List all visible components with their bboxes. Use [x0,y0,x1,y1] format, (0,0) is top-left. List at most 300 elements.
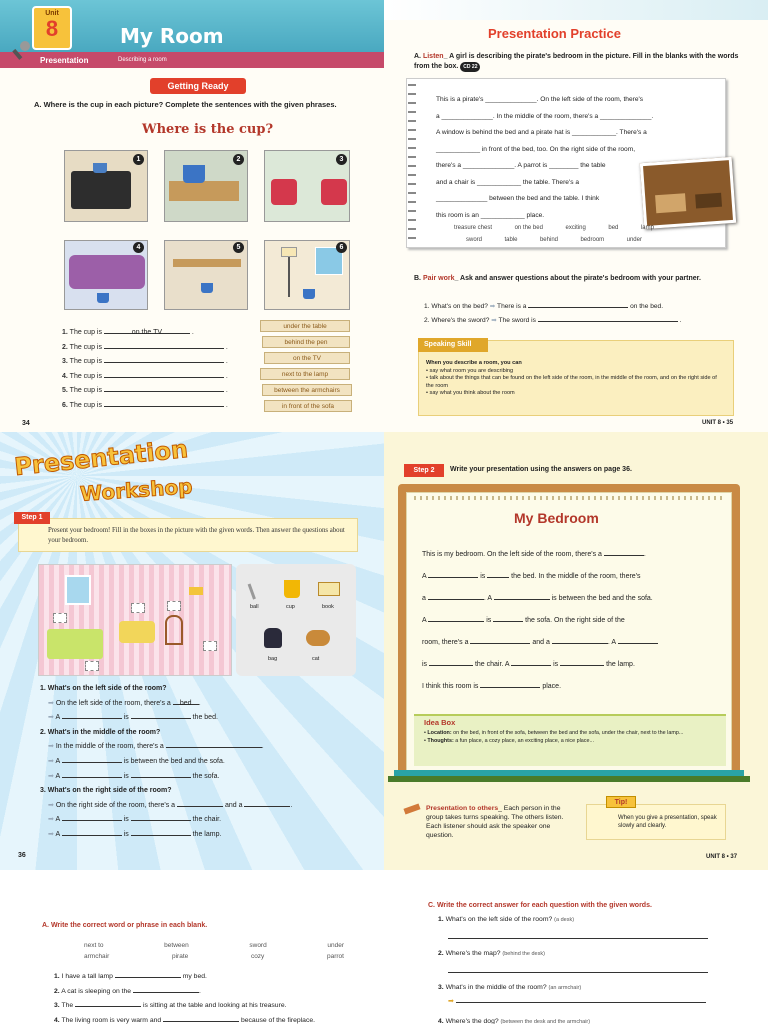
room-bed [655,193,686,213]
answer-blank[interactable] [244,799,290,807]
answer-mid: is [123,772,129,780]
item-text: The [61,1002,74,1009]
line-text: . A [607,639,616,646]
item-text: is sitting at the table and looking at his treasure. [142,1002,287,1009]
board-stand [388,776,750,782]
item-label: ball [250,604,259,610]
sentence-num: 3. [62,358,68,366]
review-item [54,985,384,1000]
idea-text: a fun place, a cozy place, an exciting place, a nice place... [455,737,594,744]
answer-blank[interactable] [177,799,223,807]
section-c-items [438,916,748,1024]
getting-ready-heading: Getting Ready [150,78,246,94]
answer-row [40,828,370,843]
answer-row [448,995,748,1005]
item-num: 1. [54,973,60,980]
word-option: lamp [640,225,654,231]
line-text: is [553,661,559,668]
armchair-left [271,179,297,205]
lamp-shape [281,247,297,257]
fill-box[interactable] [53,613,67,623]
speaking-skill-text [426,360,726,398]
pirate-room-photo [640,157,736,229]
answer-blank[interactable] [62,755,122,763]
answer-blank[interactable] [62,711,122,719]
text-line: This is a pirate's ______________. On the left side of the room, there's [436,96,644,103]
step-label: Step 2 [404,464,444,477]
listen-label: Listen [422,53,444,60]
answer-blank[interactable] [75,999,141,1007]
answer-blank[interactable] [604,548,644,556]
arrow-icon: ➡ [48,757,54,765]
answer-row [40,711,370,726]
word-box [454,222,654,246]
page-title: My Room [120,24,224,48]
answer-blank[interactable] [618,636,658,644]
arrow-icon: ➡ [48,816,54,824]
tip-text: When you give a presentation, speak slowly and clearly. [618,815,717,829]
item-label: cat [312,656,320,662]
review-question [438,984,748,1018]
word-option: parrot [327,953,344,960]
question: 1. What's on the bed? [424,303,488,310]
answer-end: the chair. [192,816,222,824]
arrow-icon: ➡ [48,772,54,780]
answer-row: ➡ On the left side of the room, there's a bed . [40,697,370,712]
workshop-title-1: Presentation [13,434,190,482]
phrase-tag: on the TV [264,352,350,364]
presentation-label: Presentation [40,56,89,65]
arrow-icon: ➡ [491,317,497,324]
line-text: and a [532,639,550,646]
page-title: Presentation Practice [488,26,621,41]
skill-item-text: say what room you are describing [429,367,514,374]
answer-lead: In the middle of the room, there's a [55,743,164,751]
presentation-note [426,804,576,840]
pair-q1 [424,300,744,314]
text-line: a ______________. In the middle of the room, there's a ______________. [436,112,654,120]
picture-number-6: 6 [336,242,347,253]
instr-text: _ A girl is describing the pirate's bedroom in the picture. Fill in the blanks with the words from the box. [414,53,739,70]
line-text: is between the bed and the sofa. [551,595,653,602]
item-text: . [198,987,201,995]
idea-label: Thoughts: [427,737,454,744]
bedroom-illustration [38,564,232,676]
answer-blank[interactable] [560,658,604,666]
text-line: ____________ in front of the bed, too. On the right side of the room, [436,145,636,153]
answer-line[interactable] [448,965,708,973]
board-line [422,632,722,654]
answer-line[interactable] [456,995,706,1003]
line-text: room, there's a [422,639,469,646]
idea-text: on the bed, in front of the sofa, between the bed and the sofa, under the chair, next to the lamp... [453,730,684,736]
item-text: A cat is sleeping on the [61,987,132,995]
picture-number-5: 5 [233,242,244,253]
answer-row [40,755,370,770]
answer-lead: The sword is [498,317,536,324]
text-line: and a chair is ____________ the table. There's a [436,178,580,186]
note-label: Presentation to others [426,805,499,812]
answer-end: the bed. [192,714,218,722]
answer-blank[interactable] [528,300,628,308]
answer-lead: There is a [497,303,527,310]
note-text: _ Each person in the group takes turns speaking. The others listen. Each listener should ask the speaker one question. [426,805,564,839]
line-text: the bed. In the middle of the room, there's [511,573,641,580]
item-question: Where's the map? [445,950,501,957]
sentence-num: 4. [62,372,68,380]
word-row [454,222,654,234]
arrow-icon: ➡ [48,830,54,838]
tip-label: Tip! [606,796,636,808]
word-option: exciting [565,225,586,231]
answer-blank[interactable] [131,711,191,719]
pair-q2: 2. Where's the sword? ➡ The sword is . [424,314,744,328]
page-number: 34 [22,420,30,427]
word-row [84,951,344,962]
answer-blank[interactable] [62,770,122,778]
item-question: Where's the dog? [445,1018,499,1024]
answer-lead: A [55,714,60,722]
question-2: 2. What's in the middle of the room? [40,728,161,736]
instr-letter: B. [414,275,421,282]
answer-blank-5[interactable] [104,384,224,392]
sentence-lead: The cup is [69,372,102,380]
line-text: . A [483,595,492,602]
item-question: What's on the left side of the room? [445,916,553,923]
answer-blank[interactable] [133,985,199,993]
sentence-4: 4. The cup is . [62,370,262,385]
board-title: My Bedroom [514,510,599,526]
board-line [422,654,722,676]
line-text: is [486,617,492,624]
armchair-right [321,179,347,205]
page-footer: UNIT 8 • 35 [702,420,734,426]
fill-box[interactable] [85,661,99,671]
unit-badge [32,6,72,50]
phrase-tag: in front of the sofa [264,400,352,412]
section-a-items [54,970,384,1024]
answer-end: on the bed. [630,303,664,310]
item-question: What's in the middle of the room? [445,984,547,991]
picture-number-4: 4 [133,242,144,253]
answer-blank[interactable] [131,813,191,821]
review-item [54,970,384,985]
item-num: 2. [438,950,444,957]
instr-letter: A. [414,53,421,60]
review-item [54,1014,384,1024]
sentence-list [62,326,262,414]
board-line [422,676,722,698]
sentence-lead: The cup is [69,343,102,351]
answer-row: ➡ In the middle of the room, there's a . [40,740,370,755]
answer-blank-2[interactable] [104,341,224,349]
review-item [54,999,384,1014]
sentence-num: 1. [62,329,68,336]
item-num: 4. [54,1016,60,1024]
page-37 [384,432,768,870]
picture-number-3: 3 [336,154,347,165]
answer-blank[interactable] [166,740,262,748]
line-text: the sofa. On the right side of the [525,617,625,624]
answer-blank[interactable] [115,970,181,978]
line-text: This is my bedroom. On the left side of the room, there's a [422,551,602,558]
idea-box-text [424,730,720,745]
cat-icon [306,630,330,646]
answer-blank[interactable] [511,658,551,666]
bag-icon [264,628,282,648]
line-text: the lamp. [606,661,635,668]
cup-under-table [201,283,213,293]
arrow-icon: ➡ [48,743,54,751]
lamp-pole [288,257,290,297]
sentence-3: 3. The cup is . [62,355,262,370]
page-number: 36 [18,852,26,859]
answer-mid: is [123,714,129,722]
answer-blank[interactable] [494,592,550,600]
line-text: I think this room is [422,683,479,690]
idea-location: • Location: on the bed, in front of the sofa, between the bed and the sofa, under the chair, next to the lamp... [424,730,684,736]
skill-item: • say what room you are describing [426,367,514,374]
word-option: treasure chest [454,225,493,231]
word-option: behind [539,237,558,243]
review-question [438,1018,748,1024]
phrase-tag: next to the lamp [260,368,350,380]
microphone-icon [12,40,32,60]
item-num: 3. [54,1002,60,1009]
answer-lead: A [55,830,60,838]
answer-blank[interactable] [470,636,530,644]
answer-lead: A [55,757,60,765]
word-option: table [504,237,518,243]
answer-blank[interactable] [131,828,191,836]
workshop-questions [40,682,370,843]
unit-number: 8 [45,16,59,41]
answer-line[interactable] [448,931,708,939]
answer-blank-1[interactable]: on the TV [104,326,190,334]
idea-thoughts: • Thoughts: a fun place, a cozy place, an exciting place, a nice place... [424,737,594,744]
word-option: on the bed [514,225,543,231]
question-1: 1. What's on the left side of the room? [40,685,167,692]
review-question [438,950,748,984]
line-text: A [422,617,427,624]
line-text: A [422,573,427,580]
word-option: bed [608,225,619,231]
idea-label: Location: [427,730,452,736]
answer-mid: is between the bed and the sofa. [123,757,225,765]
answer-blank-4[interactable] [104,370,224,378]
answer-blank[interactable] [552,636,608,644]
chair-shape [165,615,183,645]
question: 2. Where's the sword? [424,317,490,324]
answer-blank[interactable] [538,314,678,322]
workshop-title-2: Workshop [79,474,194,506]
instruction-a [34,100,354,110]
instruction-a [414,52,744,72]
answer-blank[interactable] [428,570,478,578]
sentence-num: 2. [62,343,68,351]
word-option: sword [249,942,267,949]
line-text: a [422,595,426,602]
item-text: my bed. [182,973,207,980]
answer-row [40,813,370,828]
speaking-skill-title: Speaking Skill [418,338,488,352]
item-hint: (an armchair) [548,985,582,991]
fill-box[interactable] [131,603,145,613]
picture-number-1: 1 [133,154,144,165]
answer-blank[interactable]: bed [173,697,199,705]
section-c-title: C. Write the correct answer for each question with the given words. [428,902,652,909]
word-option: armchair [84,953,110,960]
item-hint: (behind the desk) [502,951,545,957]
tv-shape [71,171,131,209]
phrase-tag: between the armchairs [262,384,352,396]
window-shape [65,575,91,605]
item-text: because of the fireplace. [240,1016,316,1024]
step-label: Step 1 [14,512,50,524]
answer-lead: A [55,772,60,780]
item-label: bag [268,656,278,662]
cup-front-sofa [97,293,109,303]
text-line: ______________ between the bed and the table. I think [436,195,600,202]
item-hint: (between the desk and the armchair) [500,1019,591,1024]
item-label: book [322,604,334,610]
text-line: this room is an ____________ place. [436,211,545,219]
arrow-icon: ➡ [448,998,454,1005]
text-line: A window is behind the bed and a pirate hat is ____________. There's a [436,129,647,136]
answer-blank[interactable] [480,680,540,688]
sofa-shape [69,255,145,289]
fill-box[interactable] [203,641,217,651]
item-text: The living room is very warm and [61,1016,162,1024]
step-text: Write your presentation using the answers on page 36. [450,466,632,473]
question-3: 3. What's on the right side of the room? [40,787,172,795]
header-bar [384,0,768,20]
board-line [422,566,722,588]
review-question [438,916,748,950]
instr-text: _ Ask and answer questions about the pirate's bedroom with your partner. [454,275,701,282]
sentence-num: 6. [62,401,68,409]
cup-on-table [183,165,205,183]
answer-row: ➡ On the right side of the room, there's a and a . [40,799,370,814]
board-line: This is my bedroom. On the left side of the room, there's a . [422,544,722,566]
answer-blank[interactable] [131,770,191,778]
step-text: Present your bedroom! Fill in the boxes in the picture with the given words. Then answer the questions about your bedroom. [48,527,345,544]
answer-end: the lamp. [192,830,222,838]
sentence-5: 5. The cup is . [62,384,262,399]
answer-blank[interactable] [163,1014,239,1022]
answer-blank[interactable] [62,813,122,821]
skill-item-text: talk about the things that can be found on the left side of the room, in the middle of the room, and on the right side of the room [426,375,717,389]
board-dots [414,496,724,500]
fill-box[interactable] [167,601,181,611]
sentence-lead: The cup is [69,401,102,409]
item-num: 4. [438,1018,444,1024]
item-label: cup [286,604,295,610]
line-text: place. [542,683,562,690]
instruction-b [414,274,724,284]
section-a-title: A. Write the correct word or phrase in each blank. [42,922,208,929]
word-option: sword [466,237,483,243]
bed-shape [47,629,103,659]
sentence-lead: The cup is [69,358,102,366]
where-title: Where is the cup? [142,122,274,137]
answer-blank[interactable] [487,570,509,578]
answer-lead: On the right side of the room, there's a [55,801,176,809]
line-text: the chair. A [474,661,510,668]
arrow-icon: ➡ [48,801,54,809]
page-34 [0,0,384,432]
skill-lead: When you describe a room, you can [426,360,522,366]
word-option: cozy [250,953,265,960]
word-bank [84,940,344,962]
sentence-6: 6. The cup is . [62,399,262,414]
sofa-shape [119,621,155,643]
arrow-icon: ➡ [48,714,54,722]
answer-blank-6[interactable] [104,399,224,407]
item-num: 3. [438,984,444,991]
answer-blank[interactable] [428,614,484,622]
answer-lead: A [55,816,60,824]
answer-blank[interactable] [62,828,122,836]
answer-blank-3[interactable] [104,355,224,363]
answer-blank[interactable] [428,592,484,600]
word-row [454,234,654,246]
page-footer: UNIT 8 • 37 [706,854,738,860]
cup-on-tv [93,163,107,173]
idea-box-title: Idea Box [424,718,456,727]
sentence-num: 5. [62,387,68,395]
board-text [422,544,722,698]
book-icon [318,582,340,596]
text-line: there's a ______________. A parrot is ________ the table [436,162,606,169]
answer-blank[interactable] [493,614,523,622]
word-row [84,940,344,951]
line-text: is [422,661,428,668]
board-line [422,610,722,632]
phrase-tag: under the table [260,320,350,332]
word-option: under [626,237,642,243]
sentence-1: 1. The cup is on the TV . [62,326,262,341]
review-page [0,870,768,1024]
sentence-lead: The cup is [69,329,102,336]
item-hint: (a desk) [554,917,575,923]
unit-label: Unit [45,10,59,17]
answer-mid: and a [224,801,243,809]
table-shape [169,181,239,201]
answer-mid: is [123,830,129,838]
pair-questions [424,300,744,328]
cup-next-lamp [303,289,315,299]
table-top [173,259,241,267]
instruction-text: Where is the cup in each picture? Complete the sentences with the given phrases. [43,100,337,109]
room-table [695,193,722,209]
lamp-shape [189,587,203,595]
pair-work-label: Pair work [422,275,455,282]
skill-item: • say what you think about the room [426,390,515,396]
line-text: is [480,573,486,580]
item-num: 2. [54,987,60,995]
word-option: between [164,942,189,949]
item-text: I have a tall lamp [61,973,113,980]
answer-blank[interactable] [429,658,473,666]
page-subtitle: Describing a room [118,57,167,63]
answer-lead: On the left side of the room, there's a [55,699,171,707]
cup-icon [284,580,300,598]
page-36 [0,432,384,870]
page-35 [384,0,768,432]
word-option: next to [84,942,104,949]
sentence-lead: The cup is [69,387,102,395]
